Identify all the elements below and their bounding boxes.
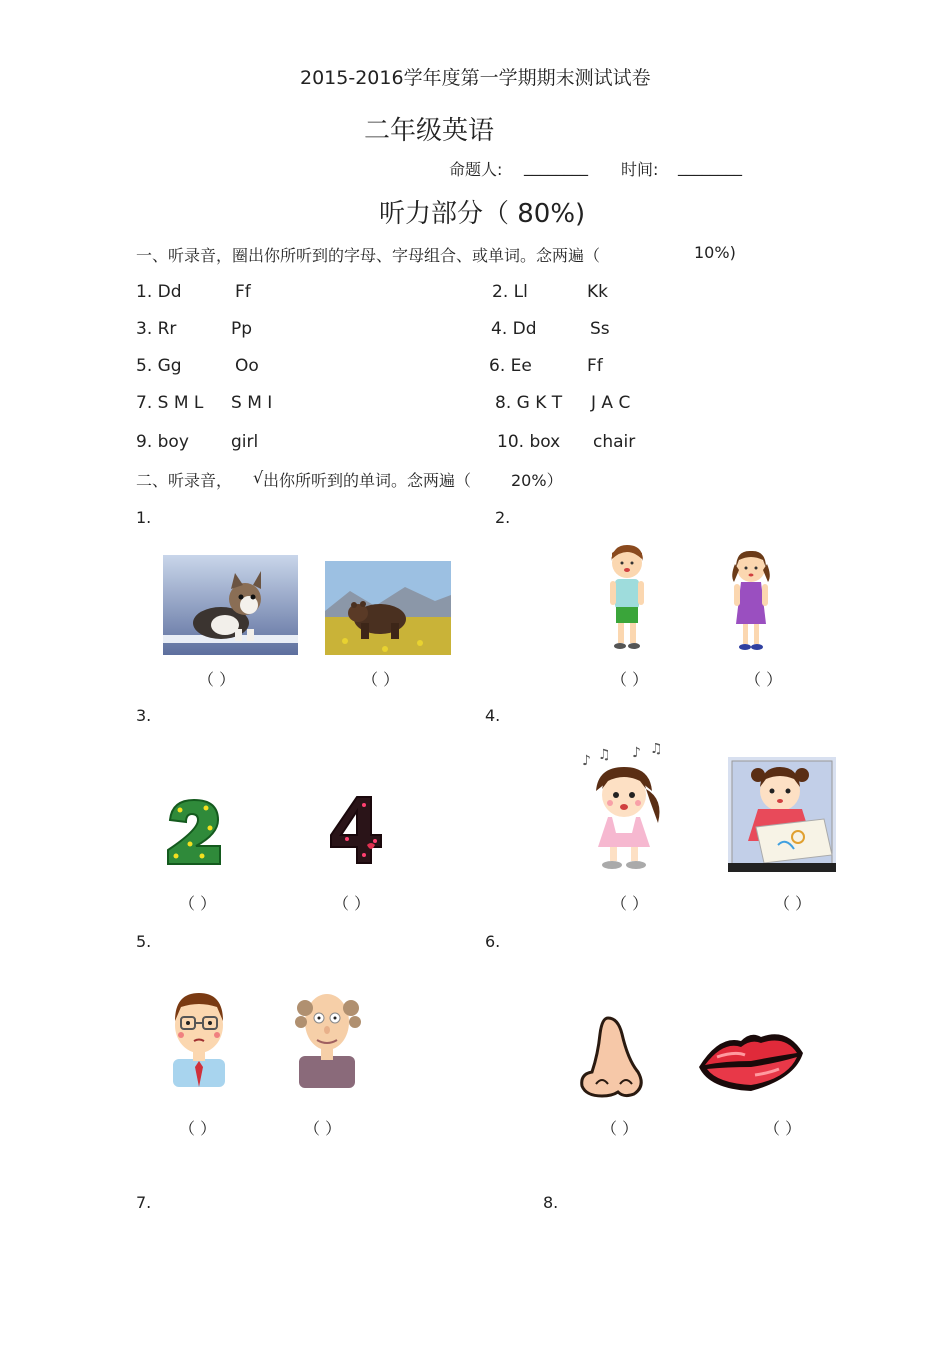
item-9-alt: girl (231, 432, 259, 452)
item-1-alt: Ff (235, 282, 251, 302)
answer-paren[interactable]: （ ） (745, 670, 783, 689)
item-3-alt: Pp (231, 319, 253, 339)
bear-photo (325, 561, 451, 655)
item-7-num: 7. S M L (136, 393, 204, 413)
part2-percent: 20%） (511, 471, 563, 490)
answer-paren[interactable]: （ ） (611, 894, 649, 913)
q1-num: 1. (136, 508, 152, 527)
item-4-alt: Ss (590, 319, 610, 339)
part1-percent: 10%) (694, 243, 736, 262)
item-3-num: 3. Rr (136, 319, 177, 339)
answer-paren[interactable]: （ ） (198, 670, 236, 689)
q6-num: 6. (485, 932, 501, 951)
answer-paren[interactable]: （ ） (362, 670, 400, 689)
girl-cartoon (730, 548, 772, 652)
boy-cartoon (605, 543, 649, 651)
time-label: 时间: (621, 160, 659, 179)
svg-text:♪: ♪ (632, 745, 641, 761)
exam-subtitle: 二年级英语 (364, 116, 495, 146)
answer-paren[interactable]: （ ） (774, 894, 812, 913)
q5-num: 5. (136, 932, 152, 951)
part2-instruction: 二、听录音， (136, 471, 233, 490)
item-7-alt: S M I (231, 393, 273, 413)
item-2-alt: Kk (587, 282, 608, 302)
svg-text:♪: ♪ (582, 753, 591, 769)
exam-title: 2015-2016学年度第一学期期末测试试卷 (300, 67, 651, 89)
item-1-num: 1. Dd (136, 282, 182, 302)
answer-paren[interactable]: （ ） (179, 1119, 217, 1138)
young-man (165, 983, 233, 1087)
item-5-alt: Oo (235, 356, 259, 376)
item-10-num: 10. box (497, 432, 561, 452)
q8-num: 8. (543, 1193, 559, 1212)
old-man (295, 978, 361, 1088)
time-blank: ________ (678, 157, 742, 176)
part2-instruction-rest: 出你所听到的单词。念两遍（ (263, 471, 472, 490)
item-8-num: 8. G K T (495, 393, 563, 413)
part1-instruction: 一、听录音，圈出你所听到的字母、字母组合、或单词。念两遍（ (136, 246, 601, 265)
author-label: 命题人: (449, 160, 503, 179)
cat-photo (163, 555, 298, 655)
item-6-alt: Ff (587, 356, 603, 376)
drawing-girl (728, 757, 836, 872)
q4-num: 4. (485, 706, 501, 725)
answer-paren[interactable]: （ ） (304, 1119, 342, 1138)
answer-paren[interactable]: （ ） (179, 894, 217, 913)
answer-paren[interactable]: （ ） (601, 1119, 639, 1138)
answer-paren[interactable]: （ ） (611, 670, 649, 689)
svg-text:♫: ♫ (598, 747, 611, 763)
item-10-alt: chair (593, 432, 636, 452)
number-four (327, 795, 385, 865)
q2-num: 2. (495, 508, 511, 527)
number-two (162, 798, 226, 868)
item-8-alt: J A C (591, 393, 631, 413)
item-4-num: 4. Dd (491, 319, 537, 339)
item-9-num: 9. boy (136, 432, 189, 452)
nose (578, 1014, 646, 1098)
item-2-num: 2. Ll (492, 282, 528, 302)
q7-num: 7. (136, 1193, 152, 1212)
section-title: 听力部分（ 80%) (379, 199, 586, 229)
item-5-num: 5. Gg (136, 356, 182, 376)
mouth (695, 1027, 807, 1097)
singing-girl (576, 743, 680, 871)
item-6-num: 6. Ee (489, 356, 532, 376)
svg-text:♫: ♫ (650, 743, 663, 757)
author-blank: ________ (524, 157, 588, 176)
q3-num: 3. (136, 706, 152, 725)
answer-paren[interactable]: （ ） (333, 894, 371, 913)
answer-paren[interactable]: （ ） (764, 1119, 802, 1138)
check-mark: √ (253, 468, 264, 487)
